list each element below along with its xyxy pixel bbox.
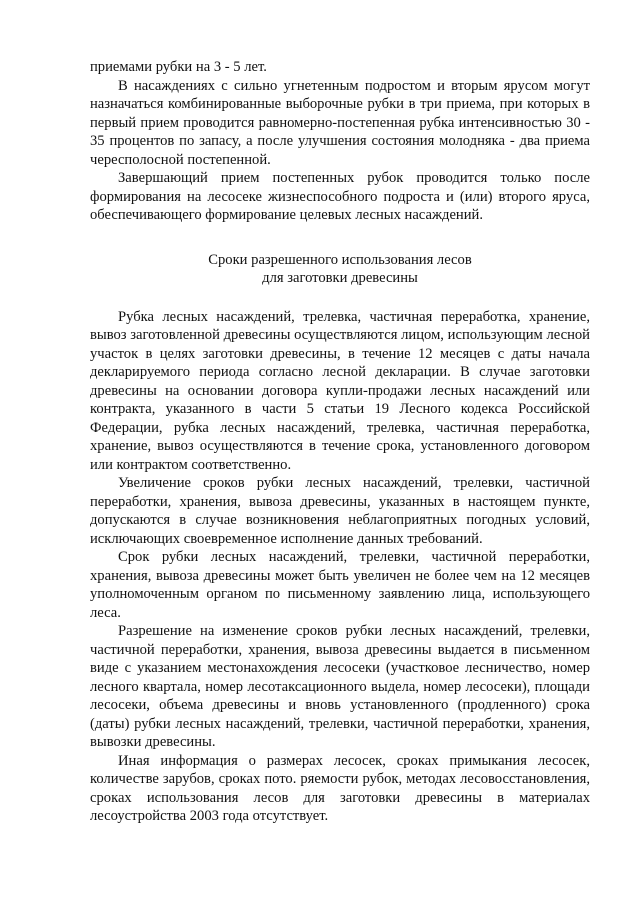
paragraph-extension-permit: Разрешение на изменение сроков рубки лесных насаждений, трелевки, частичной переработки, хранения, вывоза древесины выдается в письменном виде с указанием местонахождения лесосеки (участковое лесничество, номер лесного квартала, номер лесотаксационного выдела, номер лесосеки), площади лесосеки, объема древесины и вновь установленного (продленного) срока (даты) рубки лесных насаждений, трелевки, частичной переработки, хранения, вывозки древесины. [90, 623, 590, 750]
paragraph-other-info: Иная информация о размерах лесосек, сроках примыкания лесосек, количестве зарубов, сроках пото. ряемости рубок, методах лесовосстановления, сроках использования лесов для заготовки древесины в материалах лесоустройства 2003 года отсутствует. [90, 752, 590, 824]
section-heading-line1: Сроки разрешенного использования лесов [208, 251, 472, 268]
section-heading-line2: для заготовки древесины [262, 270, 418, 286]
section-heading [90, 251, 590, 288]
paragraph-term-extension: Увеличение сроков рубки лесных насаждений, трелевки, частичной переработки, хранения, вывоза древесины, указанных в настоящем пункте, допускаются в случае возникновения неблагоприятных погодных условий, исключающих своевременное исполнение данных требований. [90, 475, 590, 547]
paragraph-cutting-terms: Рубка лесных насаждений, трелевка, частичная переработка, хранение, вывоз заготовленной древесины осуществляются лицом, использующим лесной участок в целях заготовки древесины, в течение 12 месяцев с даты начала декларируемого периода согласно лесной декларации. В случае заготовки древесины на основании договора купли-продажи лесных насаждений или контракта, указанного в части 5 статьи 19 Лесного кодекса Российской Федерации, рубка лесных насаждений, трелевка, частичная переработка, хранение, вывоз осуществляются в течение срока, установленного договором или контрактом соответственно. [90, 308, 590, 473]
document-page [90, 58, 590, 826]
paragraph-combined-cuttings: В насаждениях с сильно угнетенным подростом и вторым ярусом могут назначаться комбинированные выборочные рубки в три приема, при которых в первый прием проводится равномерно-постепенная рубка интенсивностью 30 - 35 процентов по запасу, а после улучшения состояния молодняка - два приема чересполосной постепенной. [90, 77, 590, 168]
paragraph-extension-limit: Срок рубки лесных насаждений, трелевки, частичной переработки, хранения, вывоза древесины может быть увеличен не более чем на 12 месяцев уполномоченным органом по письменному заявлению лица, использующего леса. [90, 549, 590, 621]
paragraph-final-cutting: Завершающий прием постепенных рубок проводится только после формирования на лесосеке жизнеспособного подроста и (или) второго яруса, обеспечивающего формирование целевых лесных насаждений. [90, 170, 590, 223]
intro-line: приемами рубки на 3 - 5 лет. [90, 59, 267, 75]
